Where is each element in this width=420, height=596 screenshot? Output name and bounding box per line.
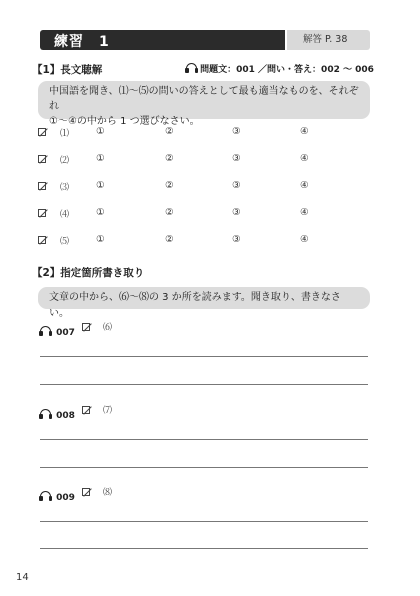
checkbox-icon[interactable] [38, 182, 46, 190]
choice-1[interactable]: ① [96, 180, 105, 191]
dictation-item [40, 403, 75, 422]
section1-instruction [38, 81, 370, 127]
question-number: ⑸ [60, 237, 70, 247]
question-number: ⑵ [60, 156, 70, 166]
choice-4[interactable]: ④ [300, 234, 309, 245]
choice-4[interactable]: ④ [300, 207, 309, 218]
checkbox-icon[interactable] [38, 236, 46, 244]
section2-instruction: 文章の中から、⑹～⑻の 3 か所を読みます。聞き取り、書きなさい。 [38, 287, 370, 309]
checkbox-icon[interactable] [82, 323, 90, 331]
answer-line[interactable] [40, 521, 368, 522]
choice-1[interactable]: ① [96, 126, 105, 137]
section2-title: 【2】指定箇所書き取り [32, 267, 145, 279]
section1-audio-label: 問題文：001 ／問い・答え：002 ～ 006 [200, 65, 374, 75]
item-number: ⑺ [103, 406, 113, 416]
choice-3[interactable]: ③ [232, 180, 241, 191]
answer-line[interactable] [40, 384, 368, 385]
headphones-icon [40, 326, 51, 336]
dictation-item [40, 485, 75, 504]
choice-4[interactable]: ④ [300, 180, 309, 191]
section1-instruction-line1: 中国語を聞き、⑴～⑸の問いの答えとして最も適当なものを、それぞれ [49, 86, 359, 112]
dictation-item [40, 320, 75, 339]
choice-1[interactable]: ① [96, 153, 105, 164]
section1-instruction-line2: ①～④の中から 1 つ選びなさい。 [49, 116, 200, 127]
headphones-icon [186, 63, 197, 73]
checkbox-icon[interactable] [38, 155, 46, 163]
choice-3[interactable]: ③ [232, 234, 241, 245]
answer-line[interactable] [40, 356, 368, 357]
item-number: ⑻ [103, 488, 113, 498]
checkbox-icon[interactable] [38, 128, 46, 136]
choice-3[interactable]: ③ [232, 153, 241, 164]
item-number: ⑹ [103, 323, 113, 333]
section1-audio-reference [186, 62, 374, 75]
checkbox-icon[interactable] [38, 209, 46, 217]
track-number: 008 [56, 411, 75, 421]
choice-2[interactable]: ② [165, 153, 174, 164]
checkbox-icon[interactable] [82, 488, 90, 496]
page-number: 14 [16, 572, 29, 583]
headphones-icon [40, 491, 51, 501]
choice-2[interactable]: ② [165, 207, 174, 218]
checkbox-icon[interactable] [82, 406, 90, 414]
choice-4[interactable]: ④ [300, 126, 309, 137]
question-number: ⑶ [60, 183, 70, 193]
answer-line[interactable] [40, 439, 368, 440]
header-bar [40, 30, 370, 50]
track-number: 007 [56, 328, 75, 338]
track-number: 009 [56, 493, 75, 503]
choice-2[interactable]: ② [165, 234, 174, 245]
choice-2[interactable]: ② [165, 180, 174, 191]
choice-1[interactable]: ① [96, 207, 105, 218]
headphones-icon [40, 409, 51, 419]
answer-line[interactable] [40, 548, 368, 549]
choice-2[interactable]: ② [165, 126, 174, 137]
choice-4[interactable]: ④ [300, 153, 309, 164]
exercise-title-bar [40, 30, 285, 50]
choice-3[interactable]: ③ [232, 126, 241, 137]
choice-3[interactable]: ③ [232, 207, 241, 218]
section1-title: 【1】長文聴解 [32, 64, 103, 76]
answer-reference: 解答 P. 38 [287, 30, 370, 50]
question-number: ⑴ [60, 129, 70, 139]
choice-1[interactable]: ① [96, 234, 105, 245]
question-number: ⑷ [60, 210, 70, 220]
exercise-title: 練習 1 [54, 34, 110, 50]
answer-line[interactable] [40, 467, 368, 468]
